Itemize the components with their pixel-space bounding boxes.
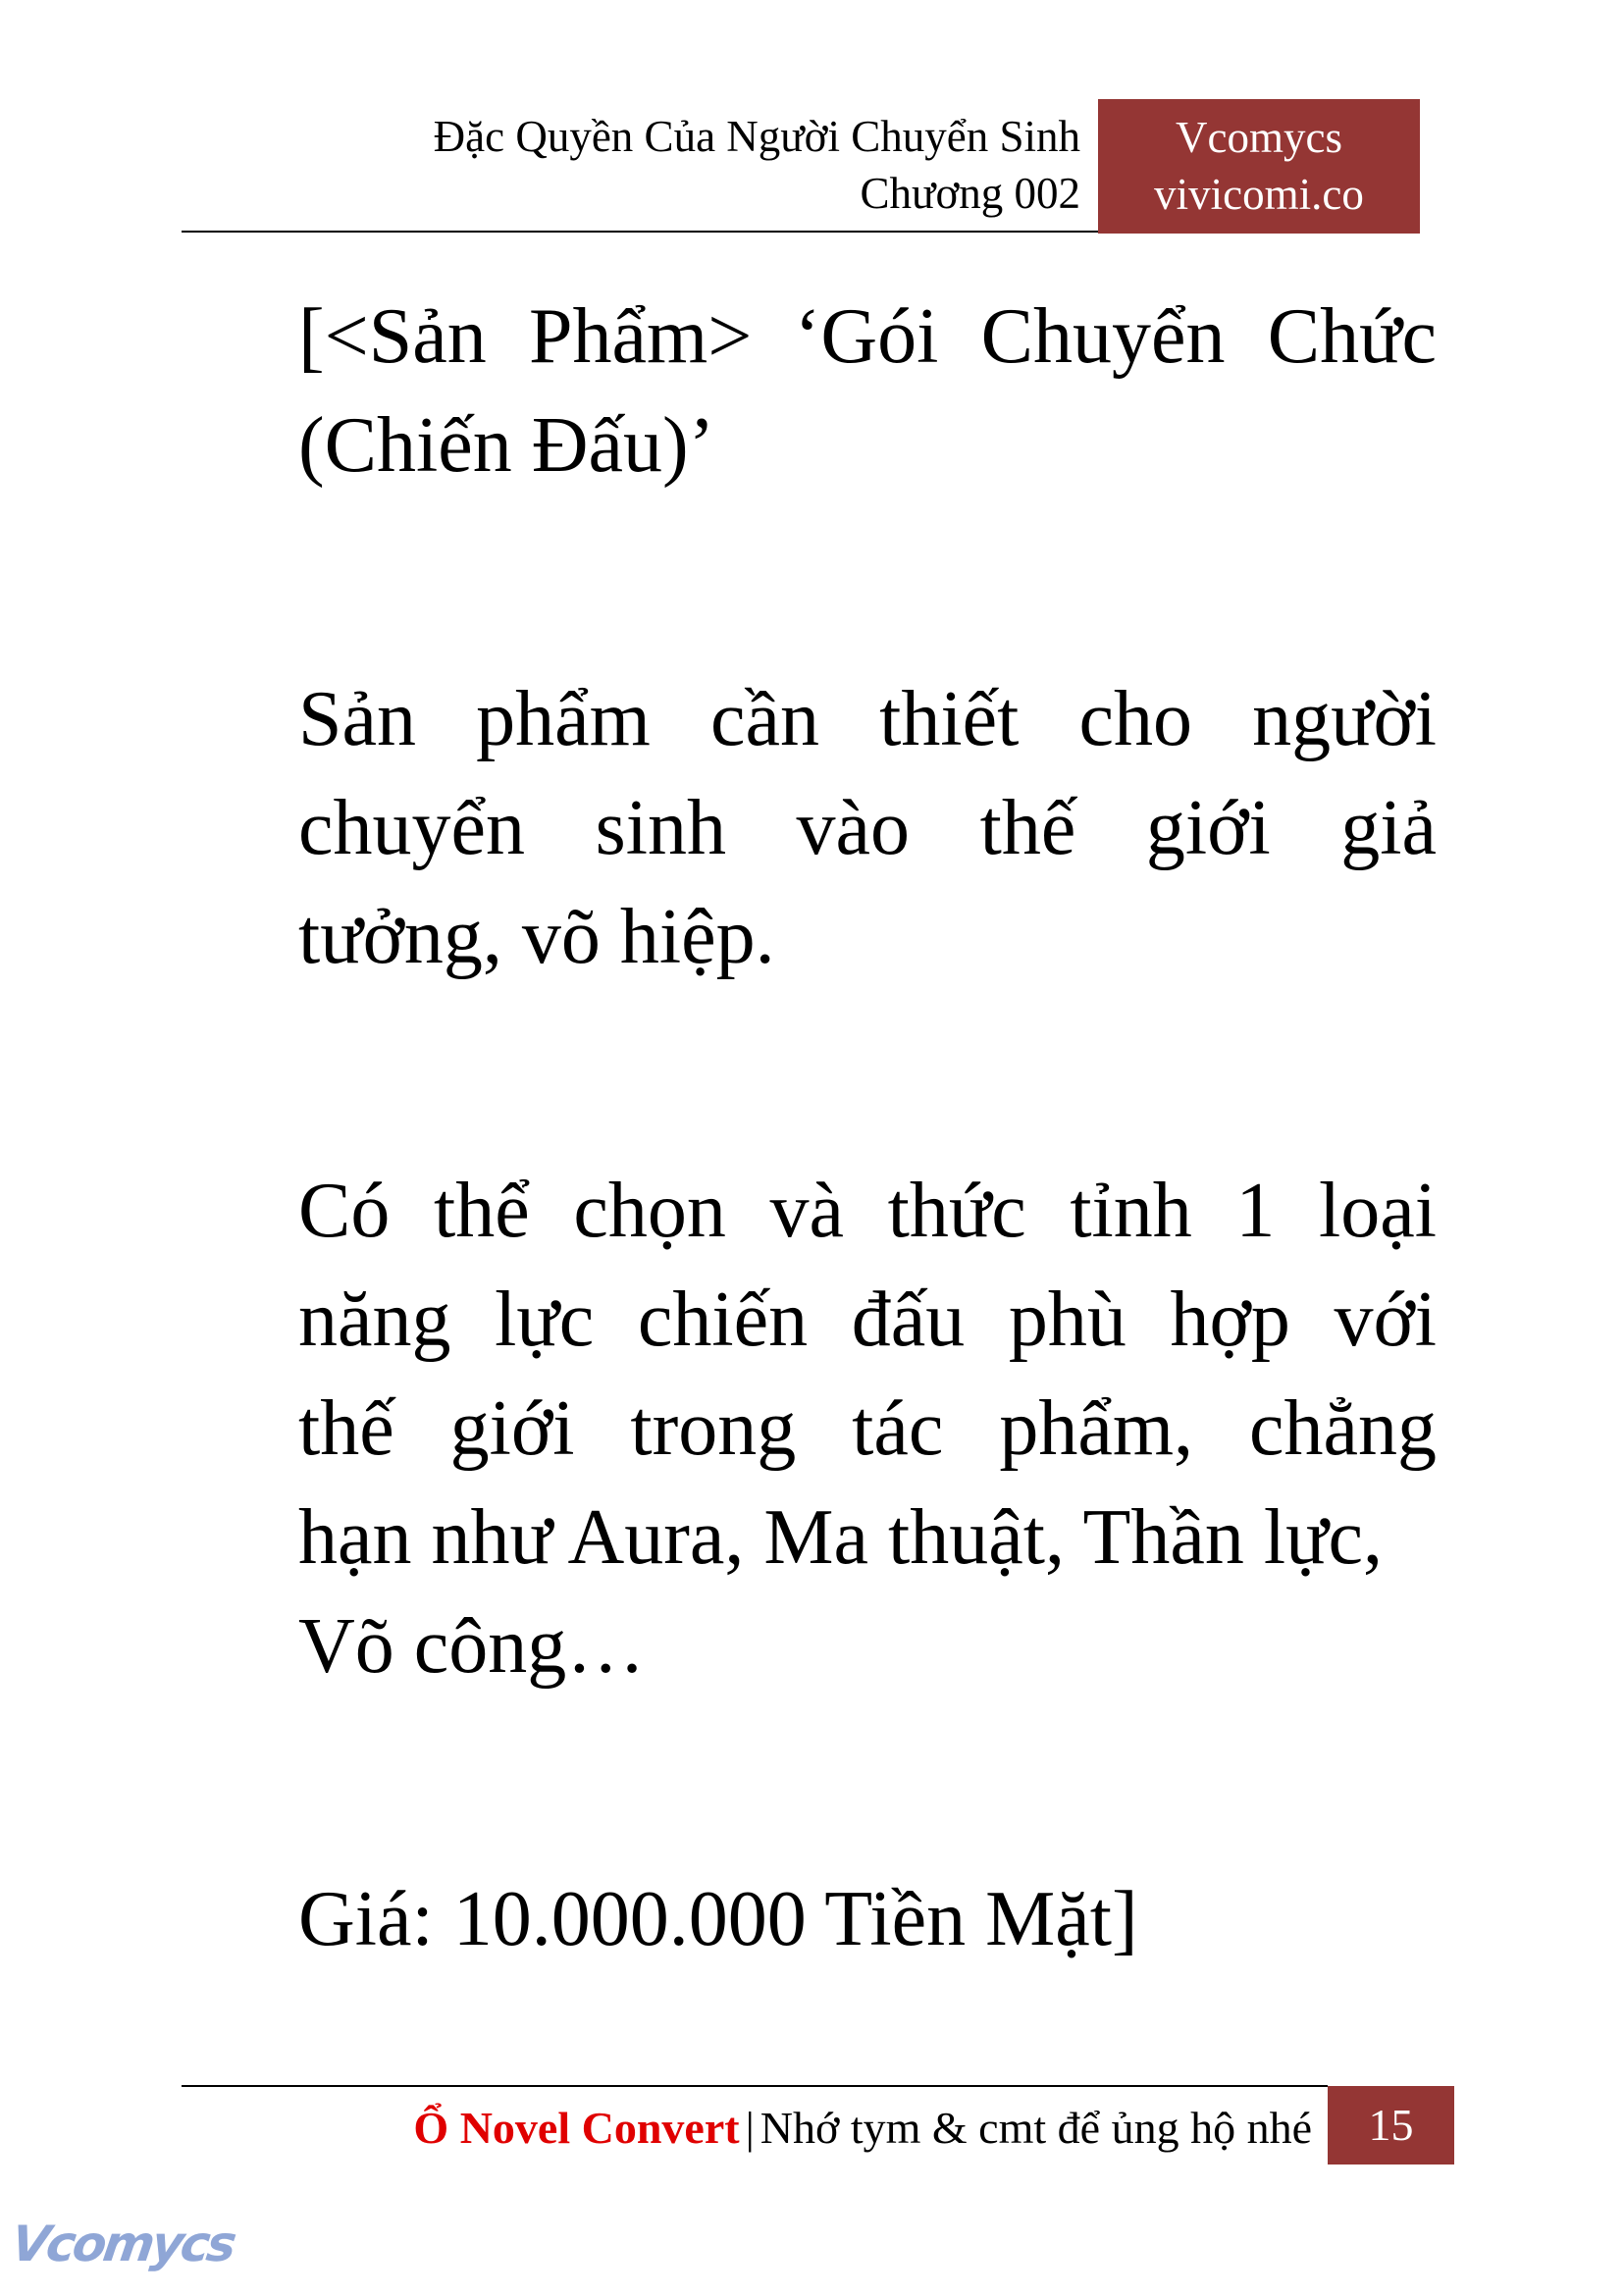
text-line: chuyển sinh vào thế giới giả: [298, 785, 1437, 871]
chapter-label: Chương 002: [860, 169, 1080, 218]
footer-divider: [182, 2085, 1328, 2087]
footer-message: Nhớ tym & cmt để ủng hộ nhé: [760, 2103, 1312, 2153]
book-title: Đặc Quyền Của Người Chuyển Sinh: [433, 112, 1080, 161]
text-line: (Chiến Đấu)’: [298, 402, 715, 489]
text-line: thế giới trong tác phẩm, chẳng: [298, 1385, 1437, 1472]
text-line: Giá: 10.000.000 Tiền Mặt]: [298, 1876, 1138, 1962]
footer-brand: Ổ Novel Convert: [413, 2103, 740, 2153]
header-divider: [182, 231, 1098, 233]
page-number: 15: [1328, 2086, 1454, 2165]
running-header-title: [434, 108, 1080, 222]
site-name: Vcomycs: [1176, 113, 1342, 162]
vcomycs-logo-watermark: Vcomycs: [7, 2216, 237, 2272]
text-line: hạn như Aura, Ma thuật, Thần lực,: [298, 1494, 1383, 1581]
text-line: tưởng, võ hiệp.: [298, 894, 775, 980]
footer-separator: |: [745, 2103, 755, 2153]
footer-text: [413, 2100, 1312, 2157]
item-heading: [298, 283, 1437, 500]
text-line: Võ công…: [298, 1603, 646, 1690]
paragraph-details: [298, 1157, 1437, 1701]
site-badge: [1098, 99, 1420, 234]
price-line: [298, 1865, 1437, 1974]
text-line: Sản phẩm cần thiết cho người: [298, 676, 1437, 762]
text-line: [<Sản Phẩm> ‘Gói Chuyển Chức: [298, 293, 1437, 380]
text-line: Có thể chọn và thức tỉnh 1 loại: [298, 1168, 1437, 1254]
site-url: vivicomi.co: [1154, 170, 1364, 219]
paragraph-description: [298, 665, 1437, 992]
text-line: năng lực chiến đấu phù hợp với: [298, 1277, 1437, 1363]
